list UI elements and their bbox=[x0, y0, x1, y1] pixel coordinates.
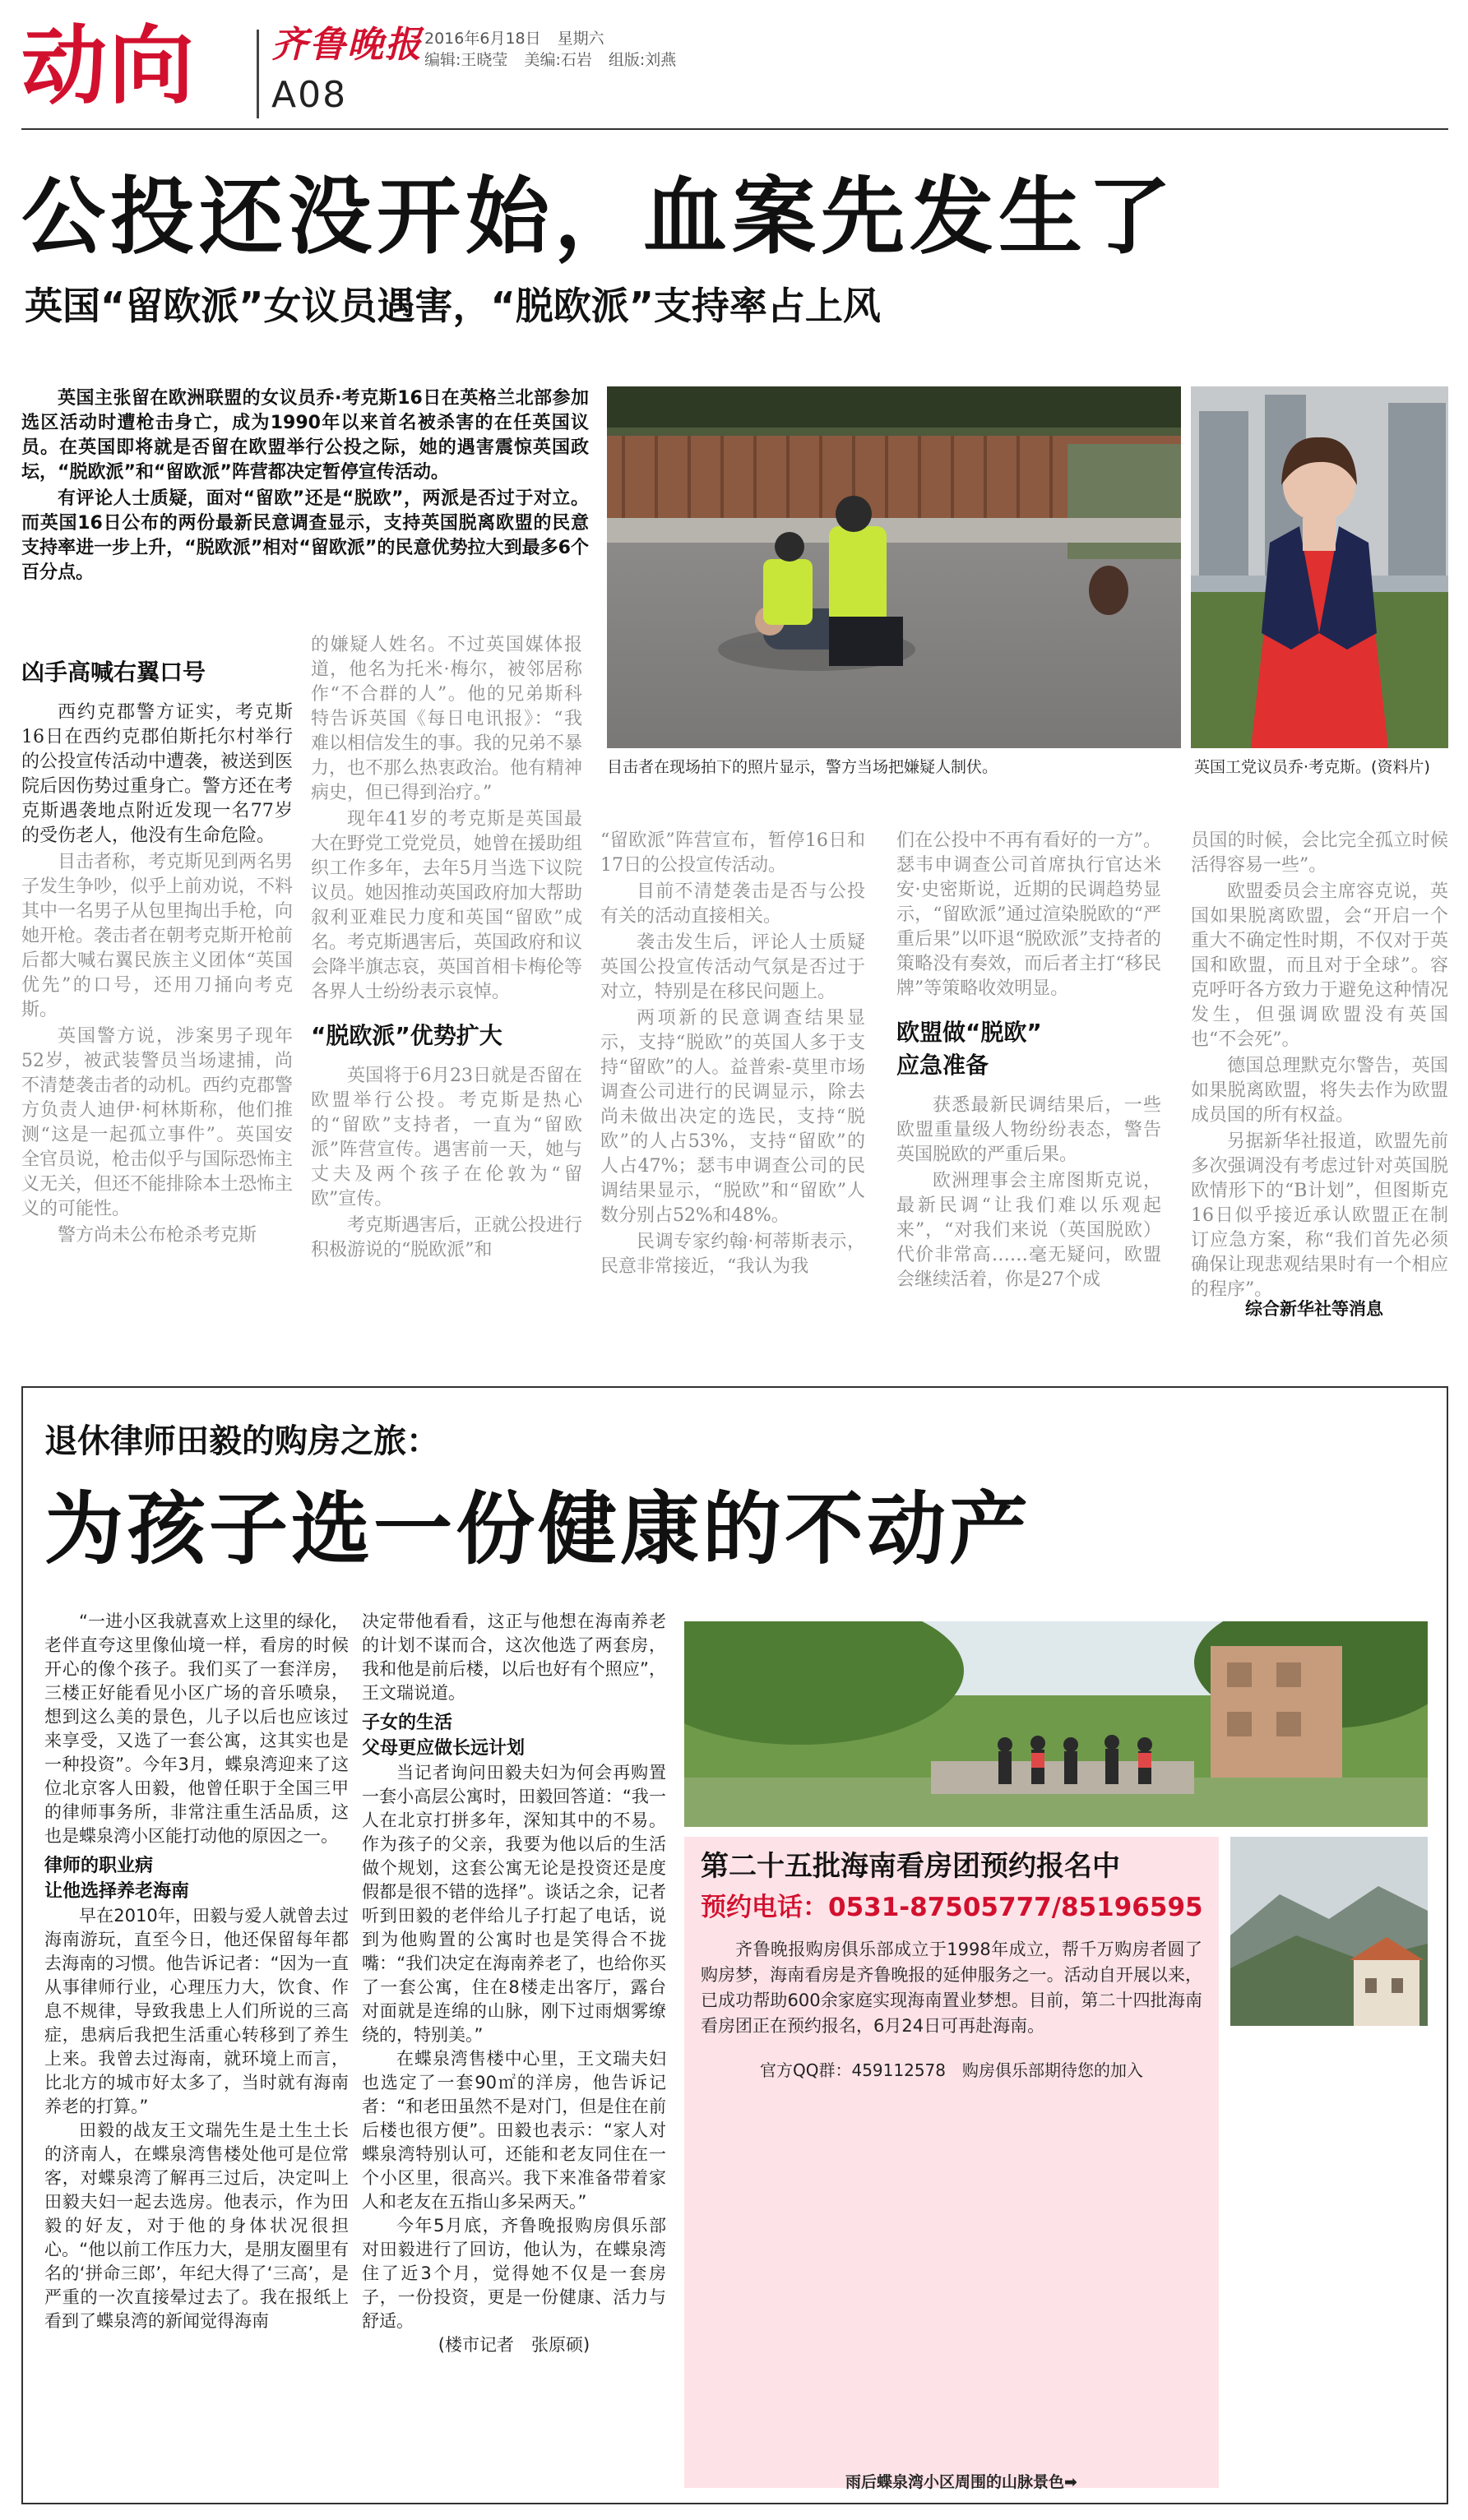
body-paragraph: “一进小区我就喜欢上这里的绿化，老伴直夸这里像仙境一样，看房的时候开心的像个孩子。我们买了一套洋房，三楼正好能看见小区广场的音乐喷泉，想到这么美的景色，儿子以后也应该过来享受，又选了一套公寓，这其实也是一种投资”。今年3月，蝶泉湾迎来了这位北京客人田毅，他曾任职于全国三甲的律师事务所，非常注重生活品质，这也是蝶泉湾小区能打动他的原因之一。 bbox=[44, 1611, 349, 1846]
body-paragraph: “留欧派”阵营宣布，暂停16日和17日的公投宣传活动。 bbox=[600, 830, 865, 876]
newspaper-logo: 齐鲁晚报 bbox=[271, 24, 423, 66]
body-paragraph: 们在公投中不再有看好的一方”。瑟韦申调查公司首席执行官达米安·史密斯说，近期的民调趋势显示，“留欧派”通过渲染脱欧的“严重后果”以吓退“脱欧派”支持者的策略没有奏效，而后者主打“移民牌”等策略收效明显。 bbox=[896, 830, 1161, 999]
section-title-eu-line2: 应急准备 bbox=[896, 1052, 989, 1079]
story2-kicker: 退休律师田毅的购房之旅： bbox=[44, 1422, 439, 1460]
section-title-eu-line1: 欧盟做“脱欧” bbox=[896, 1019, 1042, 1046]
layout-editor-credit: 组版:刘燕 bbox=[608, 51, 677, 69]
lead-paragraph: 有评论人士质疑，面对“留欧”还是“脱欧”，两派是否过于对立。而英国16日公布的两份最新民意调查显示，支持英国脱离欧盟的民意支持率进一步上升，“脱欧派”相对“留欧派”的民意优势拉大到最多6个百分点。 bbox=[21, 488, 589, 583]
section-title-gunman: 凶手高喊右翼口号 bbox=[21, 659, 206, 686]
story2-box bbox=[21, 1386, 1448, 2504]
section-title-eu bbox=[896, 1016, 1161, 1082]
masthead bbox=[21, 16, 1448, 123]
editor-credit: 编辑:王晓莹 bbox=[424, 51, 508, 69]
body-paragraph: 现年41岁的考克斯是英国最大在野党工党党员，她曾在援助组织工作多年，去年5月当选下议院议员。她因推动英国政府加大帮助叙利亚难民力度和英国“留欧”成名。考克斯遇害后，英国政府和议会降半旗志哀，英国首相卡梅伦等各界人士纷纷表示哀悼。 bbox=[311, 809, 583, 1002]
lead-paragraph: 英国主张留在欧洲联盟的女议员乔·考克斯16日在英格兰北部参加选区活动时遭枪击身亡，成为1990年以来首名被杀害的在任英国议员。在英国即将就是否留在欧盟举行公投之际，她的遇害震惊英国政坛，“脱欧派”和“留欧派”阵营都决定暂停宣传活动。 bbox=[21, 388, 589, 483]
portrait-photo-caption: 英国工党议员乔·考克斯。(资料片) bbox=[1194, 758, 1430, 776]
portrait-photo bbox=[1191, 386, 1448, 748]
story2-headline: 为孩子选一份健康的不动产 bbox=[44, 1483, 1031, 1575]
story1-column-1 bbox=[21, 641, 293, 1250]
tour-signup-ad bbox=[684, 1837, 1219, 2488]
ad-footer: 官方QQ群：459112578 购房俱乐部期待您的加入 bbox=[759, 2060, 1143, 2080]
body-paragraph: 民调专家约翰·柯蒂斯表示，民意非常接近，“我认为我 bbox=[600, 1232, 865, 1277]
story2-subtitle-1: 律师的职业病 让他选择养老海南 bbox=[44, 1856, 190, 1902]
story1-lead bbox=[21, 386, 589, 587]
body-paragraph: 当记者询问田毅夫妇为何会再购置一套小高层公寓时，田毅回答道：“我一人在北京打拼多年，深知其中的不易。作为孩子的父亲，我要为他以后的生活做个规划，这套公寓无论是投资还是度假都是很不错的选择”。谈话之余，记者听到田毅的老伴给儿子打起了电话，说到为他购置的公寓时也是笑得合不拢嘴：“我们决定在海南养老了，也给你买了一套公寓，住在8楼走出客厅，露台对面就是连绵的山脉，刚下过雨烟雾缭绕的，特别美。” bbox=[362, 1763, 666, 2045]
story2-byline: (楼市记者 张原硕) bbox=[438, 2335, 590, 2355]
body-paragraph: 袭击发生后，评论人士质疑英国公投宣传活动气氛是否过于对立，特别是在移民问题上。 bbox=[600, 932, 865, 1002]
page-number: A08 bbox=[271, 74, 348, 116]
story1-column-5 bbox=[1191, 829, 1448, 1304]
body-paragraph: 欧盟委员会主席容克说，英国如果脱离欧盟，会“开启一个重大不确定性时期，不仅对于英国和欧盟，而且对于全球”。容克呼吁各方致力于避免这种情况发生，但强调欧盟没有英国也“不会死”。 bbox=[1191, 881, 1448, 1050]
body-paragraph: 的嫌疑人姓名。不过英国媒体报道，他名为托米·梅尔，被邻居称作“不合群的人”。他的兄弟斯科特告诉英国《每日电讯报》：“我难以相信发生的事。我的兄弟不暴力，也不那么热衷政治。他有精神病史，但已得到治疗。” bbox=[311, 635, 583, 803]
story2-column-1 bbox=[44, 1610, 349, 2333]
body-paragraph: 另据新华社报道，欧盟先前多次强调没有考虑过针对英国脱欧情形下的“B计划”，但图斯克16日似乎接近承认欧盟正在制订应急方案，称“我们首先必须确保让现悲观结果时有一个相应的程序”。 bbox=[1191, 1131, 1448, 1300]
art-editor-credit: 美编:石岩 bbox=[524, 51, 592, 69]
body-paragraph: 员国的时候，会比完全孤立时候活得容易一些”。 bbox=[1191, 830, 1448, 876]
body-paragraph: 田毅的战友王文瑞先生是土生土长的济南人，在蝶泉湾售楼处他可是位常客，对蝶泉湾了解再三过后，决定叫上田毅夫妇一起去选房。他表示，作为田毅的好友，对于他的身体状况很担心。“他以前工作压力大，是朋友圈里有名的‘拼命三郎’，年纪大得了‘三高’，是严重的一次直接晕过去了。我在报纸上看到了蝶泉湾的新闻觉得海南 bbox=[44, 2120, 349, 2331]
story1-column-4 bbox=[896, 829, 1161, 1294]
mountain-photo-caption: 雨后蝶泉湾小区周围的山脉景色➡ bbox=[845, 2473, 1077, 2491]
issue-date: 2016年6月18日 bbox=[424, 30, 541, 48]
garden-photo-credit: 摄影 张原硕 bbox=[1306, 2403, 1405, 2423]
story1-column-3 bbox=[600, 829, 865, 1281]
issue-weekday: 星期六 bbox=[557, 30, 604, 48]
body-paragraph: 目前不清楚袭击是否与公投有关的活动直接相关。 bbox=[600, 881, 865, 927]
body-paragraph: 西约克郡警方证实，考克斯16日在西约克郡伯斯托尔村举行的公投宣传活动中遭袭，被送到医院后因伤势过重身亡。警方还在考克斯遇袭地点附近发现一名77岁的受伤老人，他没有生命危险。 bbox=[21, 702, 294, 846]
body-paragraph: 目击者称，考克斯见到两名男子发生争吵，似乎上前劝说，不料其中一名男子从包里掏出手枪，向她开枪。袭击者在朝考克斯开枪前后都大喊右翼民族主义团体“英国优先”的口号，还用刀捅向考克斯。 bbox=[21, 852, 294, 1020]
story1-source-credit: 综合新华社等消息 bbox=[1245, 1299, 1383, 1319]
story2-column-2 bbox=[362, 1610, 666, 2357]
mountain-photo bbox=[1230, 1837, 1428, 2026]
body-paragraph: 决定带他看看，这正与他想在海南养老的计划不谋而合，这次他选了两套房，我和他是前后楼，以后也好有个照应”，王文瑞说道。 bbox=[362, 1611, 666, 1703]
garden-photo-image bbox=[684, 1621, 1428, 1827]
masthead-meta bbox=[424, 28, 688, 71]
body-paragraph: 两项新的民意调查结果显示，支持“脱欧”的英国人多于支持“留欧”的人。益普索-莫里市场调查公司进行的民调显示，除去尚未做出决定的选民，支持“脱欧”的人占53%，支持“留欧”的人占47%；瑟韦申调查公司的民调结果显示，“脱欧”和“留欧”人数分别占52%和48%。 bbox=[600, 1008, 865, 1226]
section-title-brexit-lead: “脱欧派”优势扩大 bbox=[311, 1022, 502, 1049]
body-paragraph: 英国将于6月23日就是否留在欧盟举行公投。考克斯是热心的“留欧”支持者，一直为“留欧派”阵营宣传。遇害前一天，她与丈夫及两个孩子在伦敦为“留欧”宣传。 bbox=[311, 1066, 582, 1209]
body-paragraph: 早在2010年，田毅与爱人就曾去过海南游玩，直至今日，他还保留每年都去海南的习惯。他告诉记者：“因为一直从事律师行业，心理压力大，饮食、作息不规律，导致我患上人们所说的三高症，患病后我把生活重心转移到了养生上来。我曾去过海南，就环境上而言，比北方的城市好太多了，当时就有海南养老的打算。” bbox=[44, 1906, 349, 2116]
ad-title: 第二十五批海南看房团预约报名中 bbox=[701, 1850, 1120, 1883]
story1-column-2 bbox=[311, 633, 582, 1265]
ad-phone: 预约电话：0531-87505777/85196595 bbox=[701, 1893, 1203, 1922]
body-paragraph: 警方尚未公布枪杀考克斯 bbox=[58, 1225, 257, 1246]
masthead-divider bbox=[257, 30, 259, 118]
body-paragraph: 在蝶泉湾售楼中心里，王文瑞夫妇也选定了一套90㎡的洋房，他告诉记者：“和老田虽然不是对门，但是住在前后楼也很方便”。田毅也表示：“家人对蝶泉湾特别认可，还能和老友同住在一个小区里，很高兴。我下来准备带着家人和老友在五指山多呆两天。” bbox=[362, 2049, 666, 2212]
arrest-scene-photo bbox=[607, 386, 1181, 748]
story2-subtitle-2: 子女的生活 父母更应做长远计划 bbox=[362, 1713, 526, 1759]
body-paragraph: 英国警方说，涉案男子现年52岁，被武装警员当场逮捕，尚不清楚袭击者的动机。西约克郡警方负责人迪伊·柯林斯称，他们推测“这是一起孤立事件”。英国安全官员说，枪击似乎与国际恐怖主义无关，但还不能排除本土恐怖主义的可能性。 bbox=[21, 1026, 294, 1219]
body-paragraph: 欧洲理事会主席图斯克说，最新民调“让我们难以乐观起来”，“对我们来说（英国脱欧）代价非常高……毫无疑问，欧盟会继续活着，你是27个成 bbox=[896, 1171, 1161, 1290]
body-paragraph: 考克斯遇害后，正就公投进行积极游说的“脱欧派”和 bbox=[311, 1215, 583, 1260]
story1-subheadline: 英国“留欧派”女议员遇害，“脱欧派”支持率占上风 bbox=[25, 284, 881, 328]
arrest-photo-caption: 目击者在现场拍下的照片显示，警方当场把嫌疑人制伏。 bbox=[607, 758, 998, 776]
section-name: 动向 bbox=[21, 16, 197, 116]
body-paragraph: 今年5月底，齐鲁晚报购房俱乐部对田毅进行了回访，他认为，在蝶泉湾住了近3个月，觉得她不仅是一套房子，一份投资，更是一份健康、活力与舒适。 bbox=[362, 2216, 666, 2331]
masthead-rule bbox=[21, 128, 1448, 130]
story1-headline: 公投还没开始，血案先发生了 bbox=[21, 169, 1176, 266]
body-paragraph: 获悉最新民调结果后，一些欧盟重量级人物纷纷表态，警告英国脱欧的严重后果。 bbox=[896, 1095, 1161, 1165]
body-paragraph: 德国总理默克尔警告，英国如果脱离欧盟，将失去作为欧盟成员国的所有权益。 bbox=[1191, 1056, 1448, 1126]
ad-body: 齐鲁晚报购房俱乐部成立于1998年成立，帮千万购房者圆了购房梦，海南看房是齐鲁晚报的延伸服务之一。活动自开展以来，已成功帮助600余家庭实现海南置业梦想。目前，第二十四批海南看房团正在预约报名，6月24日可再赴海南。 bbox=[701, 1940, 1202, 2036]
